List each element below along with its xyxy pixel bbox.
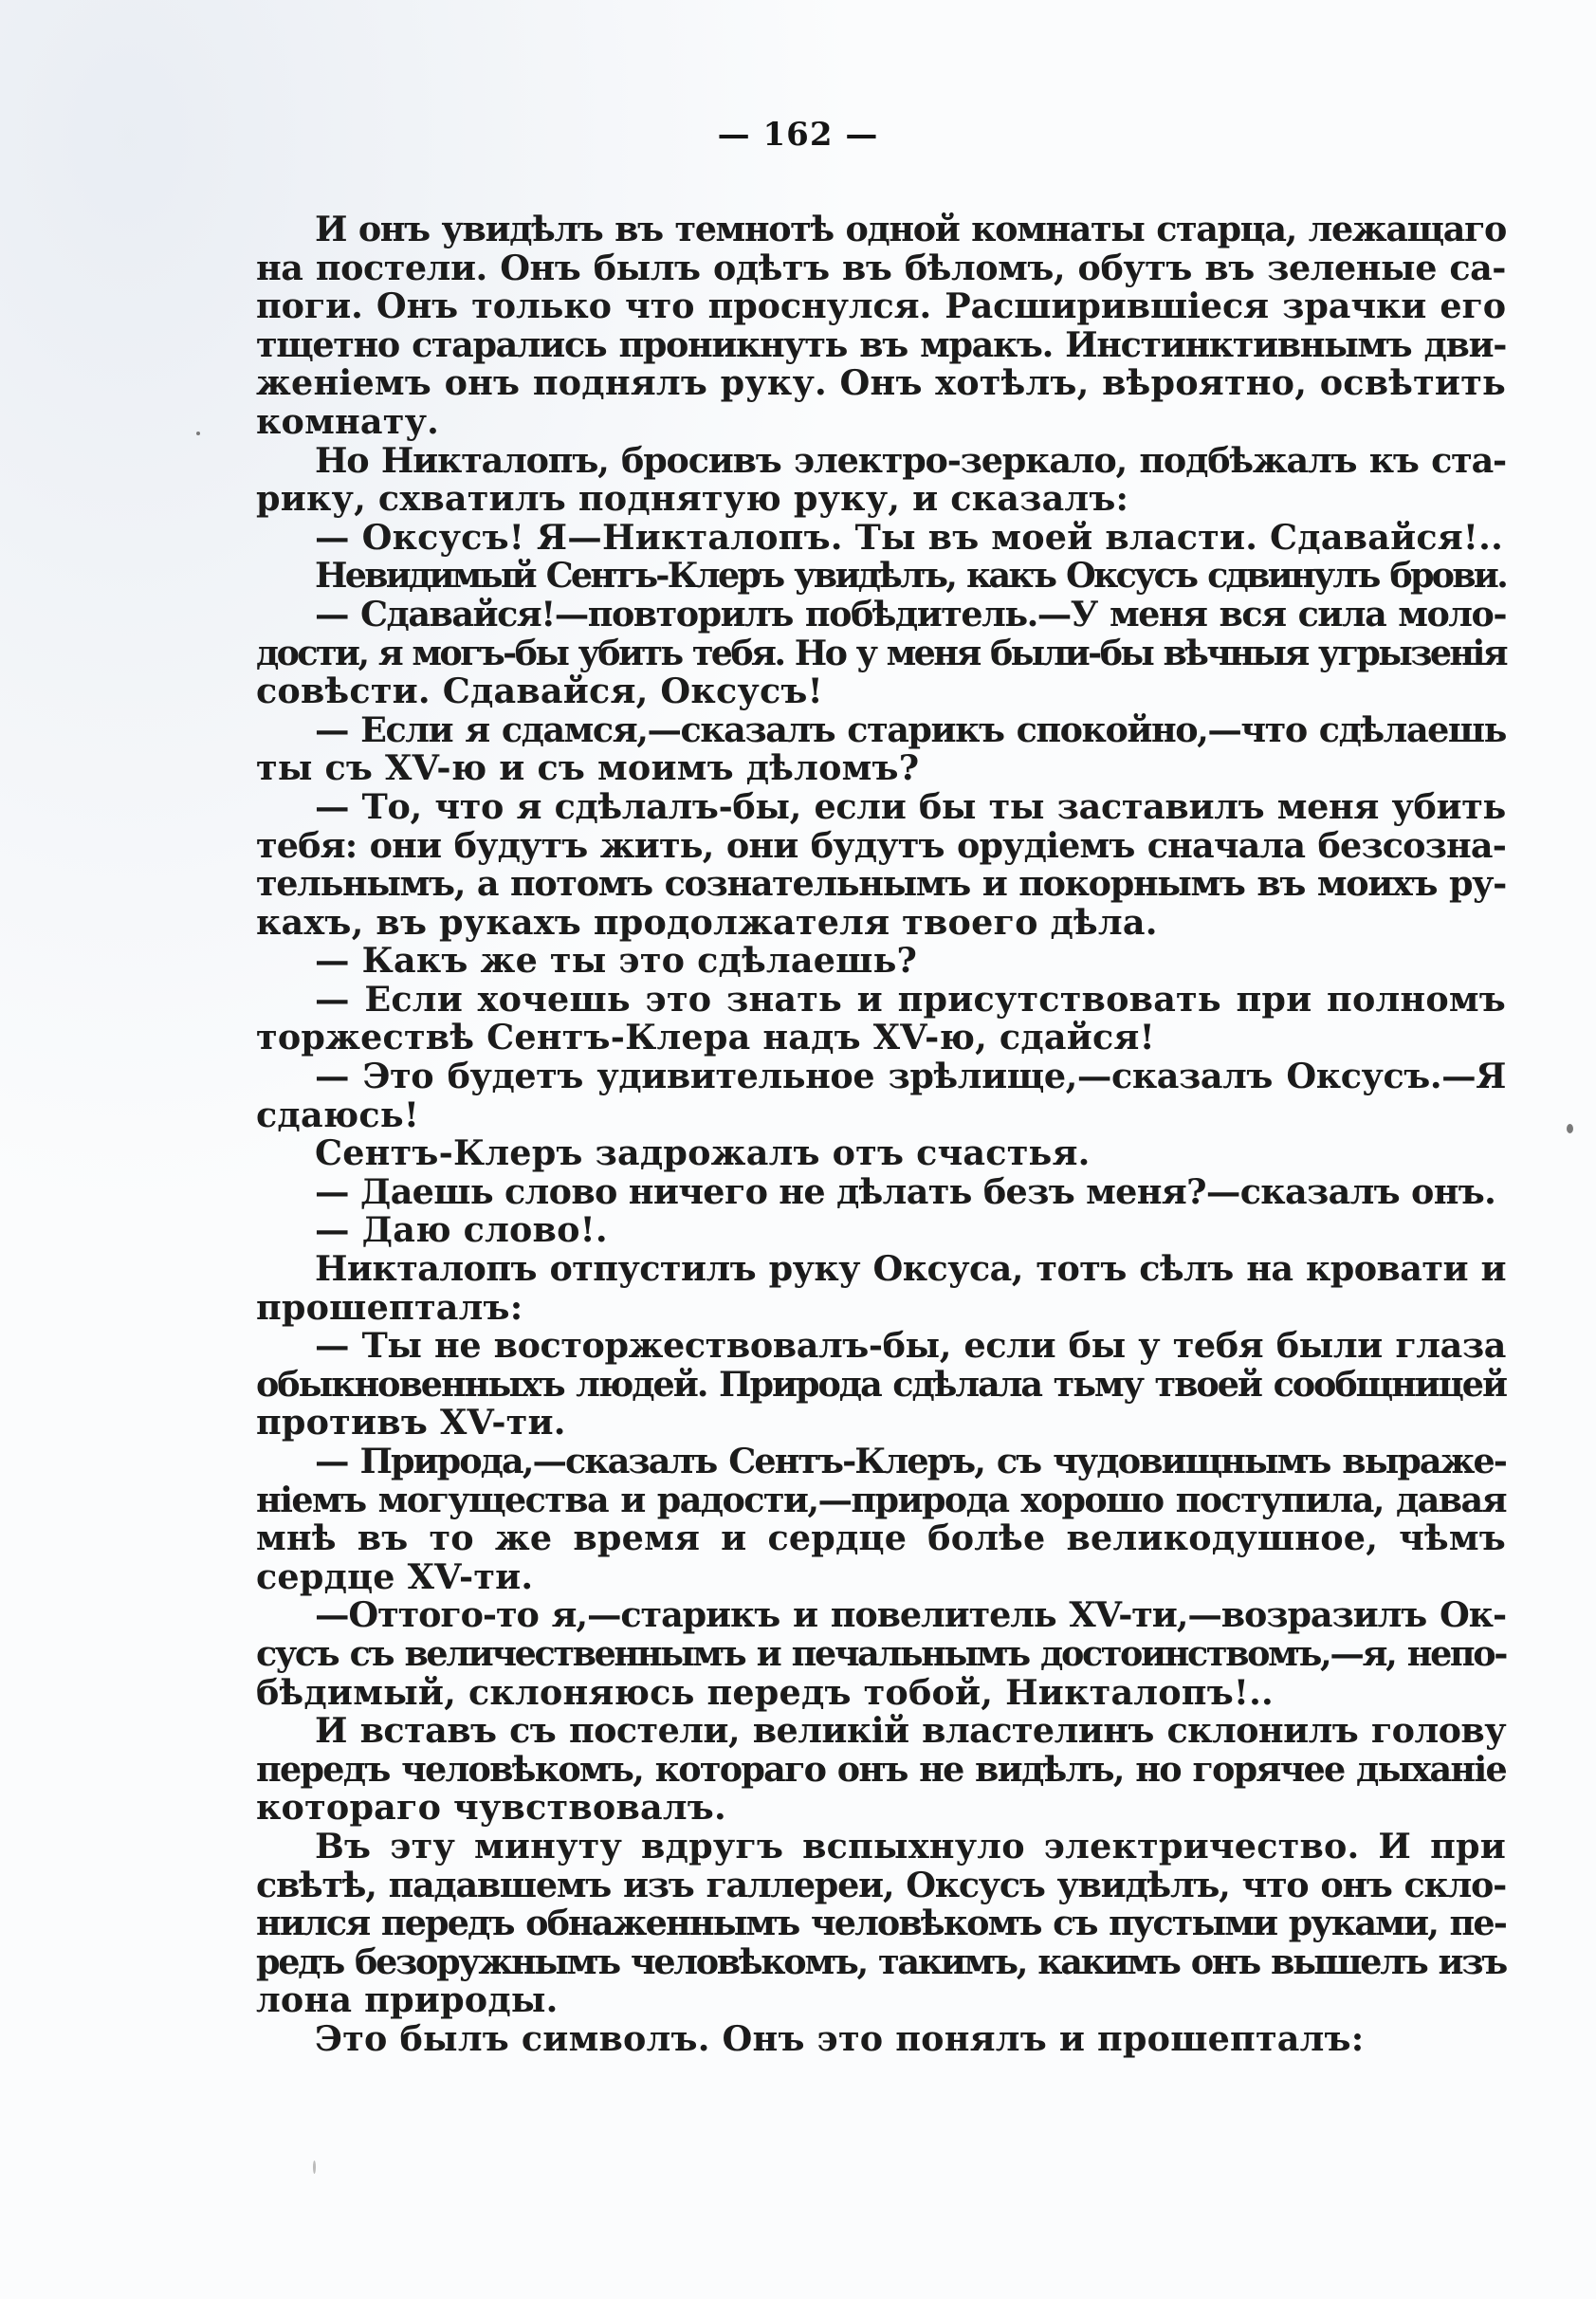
text-line: — Ты не восторжествовалъ-бы, если бы у тебя были глаза bbox=[315, 1325, 1506, 1367]
body-text bbox=[256, 211, 1506, 2059]
text-line: совѣсти. Сдавайся, Оксусъ! bbox=[256, 671, 823, 712]
text-line: И онъ увидѣлъ въ темнотѣ одной комнаты старца, лежащаго bbox=[315, 209, 1506, 249]
text-line: Но Никталопъ, бросивъ электро-зеркало, подбѣжалъ къ ста- bbox=[315, 439, 1506, 481]
text-line: сусъ съ величественнымъ и печальнымъ достоинствомъ,—я, непо- bbox=[256, 1632, 1506, 1674]
text-line: — Даю слово!. bbox=[315, 1209, 608, 1251]
text-line: Сентъ-Клеръ задрожалъ отъ счастья. bbox=[315, 1132, 1091, 1174]
text-line: прошепталъ: bbox=[256, 1286, 523, 1328]
text-line: передъ человѣкомъ, котораго онъ не видѣлъ, но горячее дыханіе bbox=[256, 1748, 1506, 1790]
text-line: на постели. Онъ былъ одѣтъ въ бѣломъ, обутъ въ зеленые са- bbox=[256, 247, 1506, 288]
page-number: — 162 — bbox=[717, 116, 879, 154]
text-line: нился передъ обнаженнымъ человѣкомъ съ пустыми руками, пе- bbox=[256, 1903, 1506, 1944]
text-line: комнату. bbox=[256, 400, 440, 442]
text-line: — Если хочешь это знать и присутствовать при полномъ bbox=[315, 978, 1506, 1020]
text-line: свѣтѣ, падавшемъ изъ галлереи, Оксусъ увидѣлъ, что онъ скло- bbox=[256, 1864, 1506, 1905]
text-line: — Какъ же ты это сдѣлаешь? bbox=[315, 940, 918, 982]
text-line: бѣдимый, склоняюсь передъ тобой, Никталопъ!.. bbox=[256, 1671, 1274, 1713]
text-line: — Это будетъ удивительное зрѣлище,—сказалъ Оксусъ.—Я bbox=[315, 1056, 1506, 1097]
text-line: И вставъ съ постели, великій властелинъ склонилъ голову bbox=[315, 1710, 1506, 1752]
text-line: — То, что я сдѣлалъ-бы, если бы ты заставилъ меня убить bbox=[315, 785, 1506, 827]
text-line: мнѣ въ то же время и сердце болѣе великодушное, чѣмъ bbox=[256, 1517, 1506, 1559]
text-line: ніемъ могущества и радости,—природа хорошо поступила, давая bbox=[256, 1479, 1506, 1520]
text-line: рику, схватилъ поднятую руку, и сказалъ: bbox=[256, 478, 1129, 520]
text-line: — Даешь слово ничего не дѣлать безъ меня?—сказалъ онъ. bbox=[315, 1170, 1496, 1212]
text-line: —Оттого-то я,—старикъ и повелитель XV-ти,—возразилъ Ок- bbox=[315, 1594, 1506, 1636]
text-line: Невидимый Сентъ-Клеръ увидѣлъ, какъ Оксусъ сдвинулъ брови. bbox=[315, 555, 1506, 597]
text-line: котораго чувствовалъ. bbox=[256, 1787, 726, 1829]
text-line: тебя: они будутъ жить, они будутъ орудіемъ сначала безсозна- bbox=[256, 824, 1506, 866]
text-line: Никталопъ отпустилъ руку Оксуса, тотъ сѣлъ на кровати и bbox=[315, 1248, 1506, 1290]
text-line: тщетно старались проникнуть въ мракъ. Инстинктивнымъ дви- bbox=[256, 323, 1506, 365]
scan-speck bbox=[313, 2161, 316, 2174]
scan-speck bbox=[1567, 1124, 1573, 1133]
text-line: торжествѣ Сентъ-Клера надъ XV-ю, сдайся! bbox=[256, 1017, 1155, 1058]
text-line: Это былъ символъ. Онъ это понялъ и прошепталъ: bbox=[315, 2017, 1365, 2059]
text-line: дости, я могъ-бы убить тебя. Но у меня были-бы вѣчныя угрызенія bbox=[256, 632, 1506, 673]
text-line: поги. Онъ только что проснулся. Расширившіеся зрачки его bbox=[256, 285, 1506, 327]
text-line: Въ эту минуту вдругъ вспыхнуло электричество. И при bbox=[315, 1825, 1506, 1867]
text-line: сдаюсь! bbox=[256, 1094, 420, 1135]
text-line: — Если я сдамся,—сказалъ старикъ спокойно,—что сдѣлаешь bbox=[315, 708, 1506, 750]
text-line: обыкновенныхъ людей. Природа сдѣлала тьму твоей сообщницей bbox=[256, 1363, 1506, 1405]
text-line: — Природа,—сказалъ Сентъ-Клеръ, съ чудовищнымъ выраже- bbox=[315, 1441, 1506, 1481]
text-line: лона природы. bbox=[256, 1979, 559, 2021]
text-line: тельнымъ, а потомъ сознательнымъ и покорнымъ въ моихъ ру- bbox=[256, 863, 1506, 905]
text-line: сердце XV-ти. bbox=[256, 1555, 534, 1597]
text-line: женіемъ онъ поднялъ руку. Онъ хотѣлъ, вѣроятно, освѣтить bbox=[256, 362, 1506, 404]
text-line: противъ XV-ти. bbox=[256, 1402, 566, 1444]
text-line: кахъ, въ рукахъ продолжателя твоего дѣла. bbox=[256, 901, 1158, 943]
text-line: редъ безоружнымъ человѣкомъ, такимъ, какимъ онъ вышелъ изъ bbox=[256, 1940, 1506, 1982]
scan-speck bbox=[196, 432, 200, 435]
text-line: — Оксусъ! Я—Никталопъ. Ты въ моей власти. Сдавайся!.. bbox=[315, 516, 1503, 558]
text-line: ты съ XV-ю и съ моимъ дѣломъ? bbox=[256, 747, 920, 789]
text-line: — Сдавайся!—повторилъ побѣдитель.—У меня вся сила моло- bbox=[315, 593, 1506, 635]
